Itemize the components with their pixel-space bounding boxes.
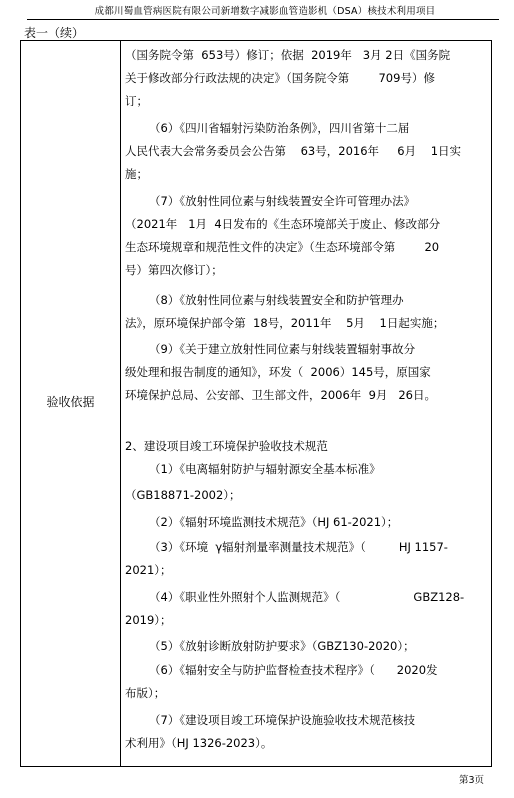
page-number: 第3页 [458,775,484,786]
text-line: 环境保护总局、公安部、卫生部文件，2006年 9月 26日。 [125,388,436,402]
text-line: 订； [125,94,148,108]
page-header: 成都川蜀血管病医院有限公司新增数字减影血管造影机（DSA）核技术利用项目 [94,6,436,17]
text-line: （6）《辐射安全与防护监督检查技术程序》（ 2020发 [149,663,438,677]
text-line: 2021）； [125,563,172,577]
text-line: 2019）； [125,613,172,627]
text-line: （7）《建设项目竣工环境保护设施验收技术规范核技 [149,713,416,727]
row-label: 验收依据 [46,395,95,409]
text-line: 号）第四次修订）； [125,263,223,277]
text-line: 级处理和报告制度的通知》，环发（ 2006）145号，原国家 [125,365,431,379]
text-line: （7）《放射性同位素与射线装置安全许可管理办法》 [149,194,416,208]
table [20,40,492,767]
section-heading: 2、建设项目竣工环境保护验收技术规范 [125,439,328,453]
column-divider [120,41,121,766]
text-line: （3）《环境 γ辐射剂量率测量技术规范》（ HJ 1157- [149,540,448,554]
text-line: 法》，原环境保护部令第 18号，2011年 5月 1日起实施； [125,316,445,330]
table-caption: 表一（续） [24,26,85,40]
text-line: 施； [125,167,148,181]
text-line: 布版）； [125,686,166,700]
text-line: （2021年 1月 4日发布的《生态环境部关于废止、修改部分 [125,217,441,231]
text-line: （4）《职业性外照射个人监测规范》（ GBZ128- [149,590,465,604]
text-line: 关于修改部分行政法规的决定》（国务院令第 709号）修 [125,71,435,85]
text-line: （6）《四川省辐射污染防治条例》，四川省第十二届 [149,121,410,135]
text-line: （8）《放射性同位素与射线装置安全和防护管理办 [149,293,404,307]
text-line: （国务院令第 653号）修订；依据 2019年 3月 2日《国务院 [125,48,451,62]
text-line: 人民代表大会常务委员会公告第 63号，2016年 6月 1日实 [125,144,462,158]
text-line: （GB18871-2002）； [125,488,241,502]
header-rule [27,19,499,20]
text-line: （9）《关于建立放射性同位素与射线装置辐射事故分 [149,342,416,356]
text-line: 生态环境规章和规范性文件的决定》（生态环境部令第 20 [125,240,440,254]
text-line: （2）《辐射环境监测技术规范》（HJ 61-2021）； [149,515,399,529]
text-line: （5）《放射诊断放射防护要求》（GBZ130-2020）； [149,639,415,653]
text-line: （1）《电离辐射防护与辐射源安全基本标准》 [149,462,381,476]
text-line: 术利用》（HJ 1326-2023）。 [125,736,273,750]
